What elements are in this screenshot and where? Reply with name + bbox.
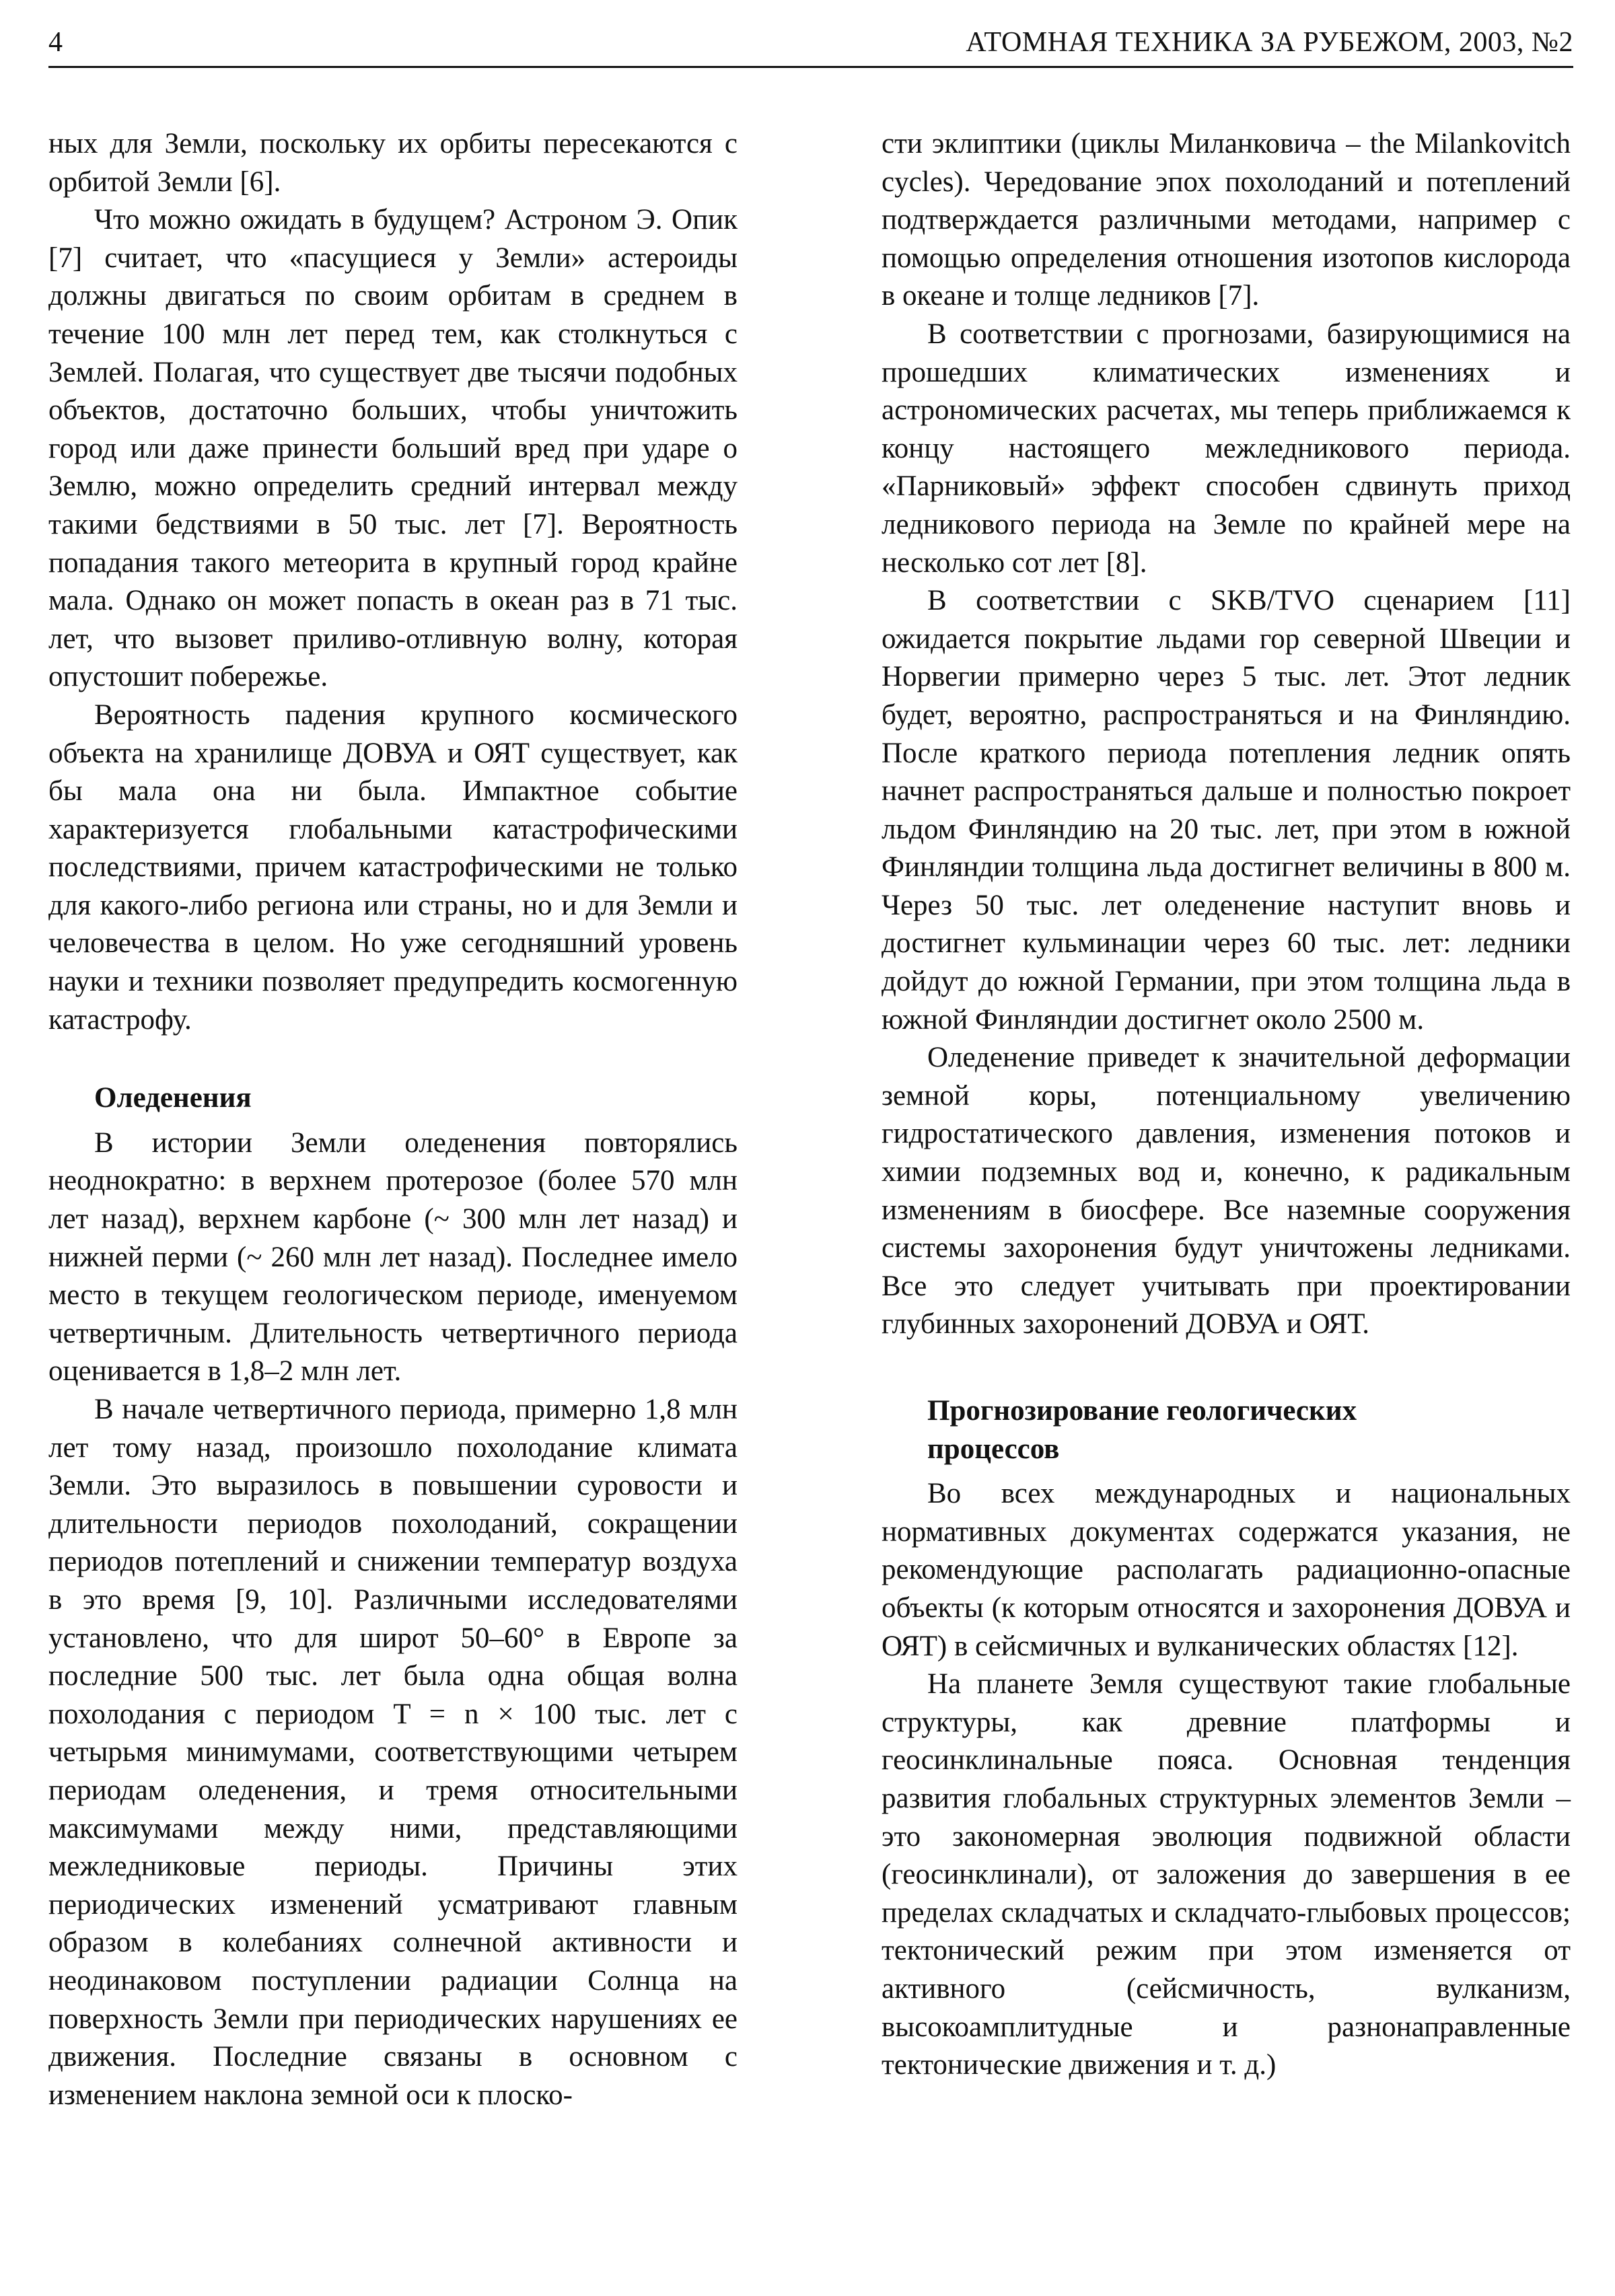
paragraph-quaternary-cooling: В начале четвертичного периода, примерно 1,8 млн лет тому назад, произошло похолодание климата Земли. Это выразилось в повышении суровости и длительности периодов похолоданий, сокращении периодов потеплений и снижении температур воздуха в это время [9, 10]. Различными исследователями установлено, что для широт 50–60° в Европе за последние 500 тыс. лет была одна общая волна похолодания с периодом T = n × 100 тыс. лет с четырьмя минимумами, соответствующими четырем периодам оледенения, и тремя относительными максимумами между ними, представляющими межледниковые периоды. Причины этих периодических изменений усматривают главным образом в колебаниях солнечной активности и неодинаковом поступлении радиации Солнца на поверхность Земли при периодических нарушениях ее движения. Последние связаны в основном с изменением наклона земной оси к плоско-	[48, 1394, 738, 2111]
section-heading-glaciation: Оледенения	[94, 1082, 252, 1114]
paragraph-normative-documents: Во всех международных и национальных нормативных документах содержатся указания, не рекомендующие располагать радиационно-опасные объекты (к которым относятся и захоронения ДОВУА и ОЯТ) в сейсмичных и вулканических областях [12].	[882, 1478, 1571, 1662]
page-number: 4	[48, 27, 63, 58]
paragraph-glaciation-history: В истории Земли оледенения повторялись неоднократно: в верхнем протерозое (более 570 млн лет назад), верхнем карбоне (~ 300 млн лет назад) и нижней перми (~ 260 млн лет назад). Последнее имело место в текущем геологическом периоде, именуемом четвертичным. Длительность четвертичного периода оценивается в 1,8–2 млн лет.	[48, 1126, 738, 1388]
section-heading-geological-forecast: Прогнозирование геологических процессов	[927, 1395, 1357, 1465]
paragraph-global-structures: На планете Земля существуют такие глобальные структуры, как древние платформы и геосинклинальные пояса. Основная тенденция развития глобальных структурных элементов Земли – это закономерная эволюция подвижной области (геосинклинали), от заложения до завершения в ее пределах складчатых и складчато-глыбовых процессов; тектонический режим при этом изменяется от активного (сейсмичность, вулканизм, высокоамплитудные и разнонаправленные тектонические движения и т. д.)	[882, 1668, 1571, 2081]
header-rule	[48, 66, 1573, 68]
paragraph-climate-forecast: В соответствии с прогнозами, базирующимися на прошедших климатических изменениях и астрономических расчетах, мы теперь приближаемся к концу настоящего межледникового периода. «Парниковый» эффект способен сдвинуть приход ледникового периода на Земле по крайней мере на несколько сот лет [8].	[882, 318, 1571, 579]
paragraph-glaciation-consequences: Оледенение приведет к значительной деформации земной коры, потенциальному увеличению гидростатического давления, изменения потоков и химии подземных вод и, конечно, к радикальным изменениям в биосфере. Все наземные сооружения системы захоронения будут уничтожены ледниками. Все это следует учитывать при проектировании глубинных захоронений ДОВУА и ОЯТ.	[882, 1042, 1571, 1340]
paragraph-impact-probability: Вероятность падения крупного космического объекта на хранилище ДОВУА и ОЯТ существует, как бы мала она ни была. Импактное событие характеризуется глобальными катастрофическими последствиями, причем катастрофическими не только для какого-либо региона или страны, но и для Земли и человечества в целом. Но уже сегодняшний уровень науки и техники позволяет предупредить космогенную катастрофу.	[48, 698, 738, 1036]
paragraph-skb-tvo-scenario: В соответствии с SKB/TVO сценарием [11] ожидается покрытие льдами гор северной Швеции и Норвегии примерно через 5 тыс. лет. Этот ледник будет, вероятно, распространяться и на Финляндию. После краткого периода потепления ледник опять начнет распространяться дальше и полностью покроет льдом Финляндию на 20 тыс. лет, при этом в южной Финляндии толщина льда достигнет величины в 800 м. Через 50 тыс. лет оледенение наступит вновь и достигнет кульминации через 60 тыс. лет: ледники дойдут до южной Германии, при этом толщина льда в южной Финляндии достигнет около 2500 м.	[882, 585, 1571, 1036]
paragraph-milankovitch: сти эклиптики (циклы Миланковича – the Milankovitch cycles). Чередование эпох похолоданий и потеплений подтверждается различными методами, например с помощью определения отношения изотопов кислорода в океане и толще ледников [7].	[882, 128, 1571, 312]
left-column	[48, 125, 738, 2114]
right-column	[882, 125, 1571, 2085]
paragraph-continuation: ных для Земли, поскольку их орбиты пересекаются с орбитой Земли [6].	[48, 128, 738, 198]
journal-running-title: АТОМНАЯ ТЕХНИКА ЗА РУБЕЖОМ, 2003, №2	[966, 27, 1573, 58]
paragraph-asteroid-forecast: Что можно ожидать в будущем? Астроном Э. Опик [7] считает, что «пасущиеся у Земли» астероиды должны двигаться по своим орбитам в среднем в течение 100 млн лет перед тем, как столкнуться с Землей. Полагая, что существует две тысячи подобных объектов, достаточно больших, чтобы уничтожить город или даже принести больший вред при ударе о Землю, можно определить средний интервал между такими бедствиями в 50 тыс. лет [7]. Вероятность попадания такого метеорита в крупный город крайне мала. Однако он может попасть в океан раз в 71 тыс. лет, что вызовет приливо-отливную волну, которая опустошит побережье.	[48, 204, 738, 693]
